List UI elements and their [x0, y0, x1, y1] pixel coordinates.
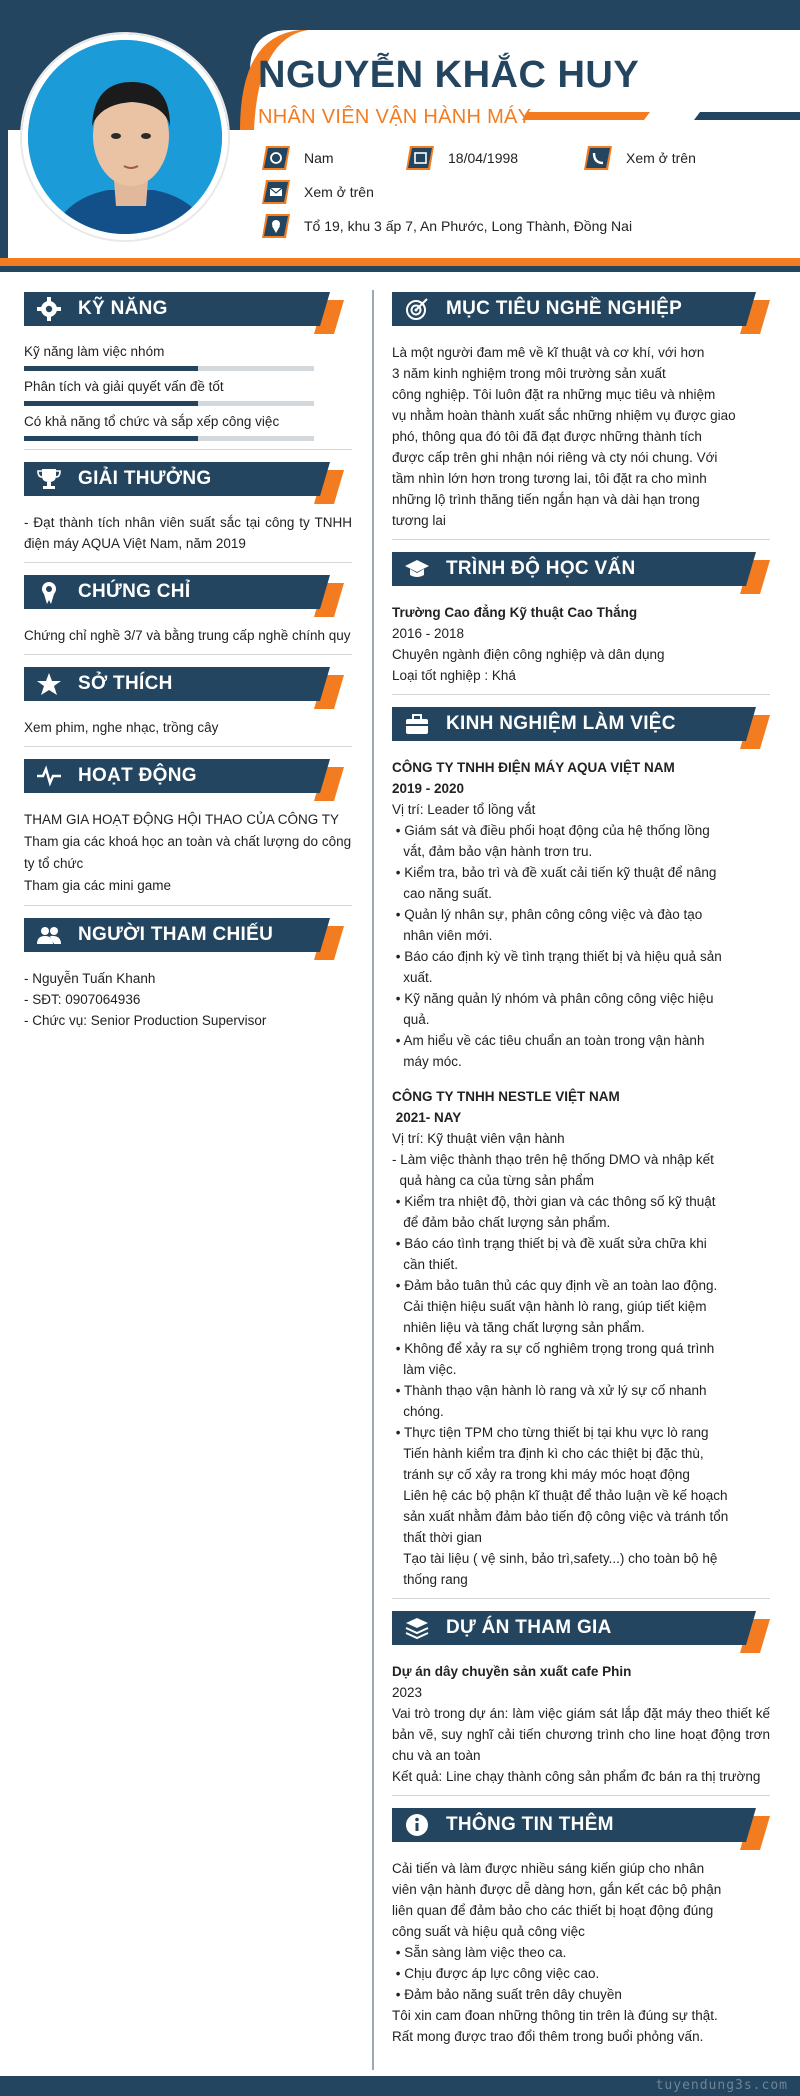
school-name: Trường Cao đẳng Kỹ thuật Cao Thắng	[392, 605, 638, 620]
reference-line: - Nguyễn Tuấn Khanh	[24, 971, 156, 986]
section-separator	[392, 1795, 770, 1796]
experience-section	[392, 707, 770, 1599]
graduation-cap-icon	[404, 557, 430, 581]
phone-info	[584, 146, 696, 170]
phone-icon	[584, 146, 612, 170]
section-separator	[392, 539, 770, 540]
section-header	[24, 759, 352, 801]
detail-line: • Đảm bảo tuân thủ các quy định về an toàn lao động.	[392, 1278, 718, 1293]
education-grade: Loại tốt nghiệp : Khá	[392, 668, 516, 683]
activities-title: HOẠT ĐỘNG	[78, 765, 197, 786]
job-title: NHÂN VIÊN VẬN HÀNH MÁY	[258, 106, 532, 128]
section-separator	[24, 905, 352, 906]
education-major: Chuyên ngành điện công nghiệp và dân dụng	[392, 647, 665, 662]
objective-line: công nghiệp. Tôi luôn đặt ra những mục tiêu và nhiệm	[392, 387, 716, 402]
project-name: Dự án dây chuyền sản xuất cafe Phin	[392, 1664, 632, 1679]
objective-title: MỤC TIÊU NGHỀ NGHIỆP	[446, 298, 683, 319]
section-separator	[24, 654, 352, 655]
awards-section	[24, 462, 352, 563]
detail-line: thất thời gian	[392, 1530, 482, 1545]
detail-line: tránh sự cố xảy ra trong khi máy móc hoạt động	[392, 1467, 690, 1482]
avatar	[22, 34, 228, 240]
section-separator	[24, 449, 352, 450]
references-section	[24, 918, 352, 1031]
right-column	[392, 292, 770, 2057]
detail-line: • Thành thạo vận hành lò rang và xử lý sự cố nhanh	[392, 1383, 707, 1398]
detail-line: Vị trí: Kỹ thuật viên vận hành	[392, 1131, 565, 1146]
hobbies-title: SỞ THÍCH	[78, 673, 173, 694]
skill-item	[24, 412, 352, 441]
skill-label: Có khả năng tổ chức và sắp xếp công việc	[24, 414, 280, 429]
detail-line: vắt, đảm bảo vận hành trơn tru.	[392, 844, 593, 859]
education-title: TRÌNH ĐỘ HỌC VẤN	[446, 558, 636, 579]
reference-line: - Chức vụ: Senior Production Supervisor	[24, 1013, 267, 1028]
detail-line: sản xuất nhằm đảm bảo tiến độ công việc và tránh tổn	[392, 1509, 729, 1524]
objective-line: vụ nhằm hoàn thành xuất sắc những nhiệm vụ được giao	[392, 408, 736, 423]
objective-line: tương lai	[392, 513, 446, 528]
detail-line: • Không để xảy ra sự cố nghiêm trọng trong quá trình	[392, 1341, 715, 1356]
skill-bar	[24, 436, 314, 441]
section-header	[392, 292, 770, 334]
column-divider	[372, 290, 374, 2070]
reference-line: - SĐT: 0907064936	[24, 992, 141, 1007]
section-separator	[24, 746, 352, 747]
project-result: Kết quả: Line chạy thành công sản phẩm đc bán ra thị trường	[392, 1769, 761, 1784]
detail-line: máy móc.	[392, 1054, 462, 1069]
hobbies-text: Xem phim, nghe nhạc, trồng cây	[24, 720, 219, 735]
job-details	[392, 1128, 770, 1590]
watermark: tuyendung3s.com	[655, 2078, 788, 2093]
envelope-icon	[262, 180, 290, 204]
detail-line: để đảm bảo chất lượng sản phẩm.	[392, 1215, 611, 1230]
detail-line: chóng.	[392, 1404, 444, 1419]
detail-line: xuất.	[392, 970, 433, 985]
detail-line: • Am hiểu về các tiêu chuẩn an toàn trong vận hành	[392, 1033, 705, 1048]
job-details	[392, 799, 770, 1072]
layers-icon	[404, 1616, 430, 1640]
gender-info	[262, 146, 334, 170]
activities-line: THAM GIA HOẠT ĐỘNG HỘI THAO CỦA CÔNG TY	[24, 812, 340, 827]
skill-bar-fill	[24, 436, 198, 441]
detail-line: • Đảm bảo năng suất trên dây chuyền	[392, 1987, 622, 2002]
section-header	[392, 707, 770, 749]
objective-line: Là một người đam mê về kĩ thuật và cơ khí, với hơn	[392, 345, 705, 360]
company-name: CÔNG TY TNHH NESTLE VIỆT NAM	[392, 1089, 620, 1104]
projects-section	[392, 1611, 770, 1796]
trophy-icon	[36, 467, 62, 491]
section-header	[392, 1611, 770, 1653]
detail-line: thống rang	[392, 1572, 468, 1587]
detail-line: Vị trí: Leader tổ lồng vắt	[392, 802, 536, 817]
hobbies-section	[24, 667, 352, 747]
objective-line: tầm nhìn lớn hơn trong tương lai, tôi đặt ra cho mình	[392, 471, 707, 486]
awards-text: - Đạt thành tích nhân viên suất sắc tại công ty TNHH điện máy AQUA Việt Nam, năm 2019	[24, 515, 352, 551]
section-header	[24, 462, 352, 504]
objective-section	[392, 292, 770, 540]
detail-line: • Kiểm tra, bảo trì và đề xuất cải tiến kỹ thuật để nâng	[392, 865, 717, 880]
detail-line: Cải tiến và làm được nhiều sáng kiến giúp cho nhân	[392, 1861, 705, 1876]
detail-line: • Sẵn sàng làm việc theo ca.	[392, 1945, 567, 1960]
company-name: CÔNG TY TNHH ĐIỆN MÁY AQUA VIỆT NAM	[392, 760, 675, 775]
detail-line: • Chịu được áp lực công việc cao.	[392, 1966, 600, 1981]
objective-line: phó, thông qua đó tôi đã đạt được những thành tích	[392, 429, 702, 444]
gender-value: Nam	[304, 150, 334, 166]
detail-line: Tiến hành kiểm tra định kì cho các thiệt bị đặc thù,	[392, 1446, 704, 1461]
id-card-icon	[406, 146, 434, 170]
info-icon	[404, 1813, 430, 1837]
star-icon	[36, 672, 62, 696]
project-year: 2023	[392, 1685, 423, 1700]
header	[0, 0, 800, 270]
certificates-text: Chứng chỉ nghề 3/7 và bằng trung cấp nghề chính quy	[24, 628, 351, 643]
section-header	[24, 575, 352, 617]
objective-text	[392, 342, 770, 531]
job-entry	[392, 1086, 770, 1590]
detail-line: Cải thiện hiệu suất vận hành lò rang, giúp tiết kiệm	[392, 1299, 707, 1314]
detail-line: cao năng suất.	[392, 886, 492, 901]
email-value: Xem ở trên	[304, 184, 374, 200]
certificates-section	[24, 575, 352, 655]
skills-title: KỸ NĂNG	[78, 298, 168, 319]
detail-line: Tạo tài liệu ( vệ sinh, bảo trì,safety...) cho toàn bộ hệ	[392, 1551, 718, 1566]
job-entry	[392, 757, 770, 1072]
detail-line: quả hàng ca của từng sản phẩm	[392, 1173, 594, 1188]
phone-value: Xem ở trên	[626, 150, 696, 166]
detail-line: nhân viên mới.	[392, 928, 493, 943]
section-header	[24, 292, 352, 334]
detail-line: • Giám sát và điều phối hoạt động của hệ thống lồng	[392, 823, 710, 838]
skills-section	[24, 292, 352, 450]
address-info	[262, 214, 632, 238]
more-info-section	[392, 1808, 770, 2047]
project-role: Vai trò trong dự án: làm việc giám sát lắp đặt máy theo thiết kế bản vẽ, suy nghĩ cải tiến chương trình cho line hoạt động trơn chu và an toàn	[392, 1706, 770, 1763]
gender-icon	[262, 146, 290, 170]
more-info-text	[392, 1858, 770, 2047]
skill-label: Phân tích và giải quyết vấn đề tốt	[24, 379, 224, 394]
detail-line: viên vận hành được dễ dàng hơn, gắn kết các bộ phận	[392, 1882, 722, 1897]
header-orange-band	[0, 258, 800, 266]
skill-item	[24, 342, 352, 371]
detail-line: liên quan để đảm bảo cho các thiết bị hoạt động đúng	[392, 1903, 714, 1918]
section-header	[24, 918, 352, 960]
detail-line: • Báo cáo tình trạng thiết bị và đề xuất sửa chữa khi	[392, 1236, 707, 1251]
objective-line: những lộ trình thăng tiến ngắn hạn và dài hạn trong	[392, 492, 700, 507]
detail-line: Liên hệ các bộ phận kĩ thuật để thảo luận về kế hoạch	[392, 1488, 728, 1503]
map-pin-icon	[262, 214, 290, 238]
detail-line: • Quản lý nhân sự, phân công công việc và đào tạo	[392, 907, 703, 922]
section-separator	[24, 562, 352, 563]
more-info-title: THÔNG TIN THÊM	[446, 1814, 614, 1835]
birthday-info	[406, 146, 518, 170]
detail-line: cần thiết.	[392, 1257, 459, 1272]
certificates-title: CHỨNG CHỈ	[78, 581, 191, 602]
detail-line: - Làm việc thành thạo trên hệ thống DMO và nhập kết	[392, 1152, 714, 1167]
email-info	[262, 180, 374, 204]
experience-title: KINH NGHIỆM LÀM VIỆC	[446, 713, 676, 734]
briefcase-icon	[404, 712, 430, 736]
activities-section	[24, 759, 352, 906]
skill-bar	[24, 401, 314, 406]
education-section	[392, 552, 770, 695]
birthday-value: 18/04/1998	[448, 150, 519, 166]
skill-label: Kỹ năng làm việc nhóm	[24, 344, 165, 359]
detail-line: Rất mong được trao đổi thêm trong buổi phỏng vấn.	[392, 2029, 704, 2044]
detail-line: • Kiểm tra nhiệt độ, thời gian và các thông số kỹ thuật	[392, 1194, 716, 1209]
job-period: 2021- NAY	[392, 1110, 462, 1125]
detail-line: quả.	[392, 1012, 430, 1027]
left-column	[24, 292, 352, 1041]
skill-item	[24, 377, 352, 406]
pulse-icon	[36, 764, 62, 788]
detail-line: nhiên liệu và tăng chất lượng sản phẩm.	[392, 1320, 645, 1335]
section-header	[24, 667, 352, 709]
skill-bar-fill	[24, 366, 198, 371]
detail-line: công suất và hiệu quả công việc	[392, 1924, 585, 1939]
projects-title: DỰ ÁN THAM GIA	[446, 1617, 612, 1638]
section-header	[392, 552, 770, 594]
skill-bar-fill	[24, 401, 198, 406]
candidate-name: NGUYỄN KHẮC HUY	[258, 54, 640, 96]
medal-icon	[36, 580, 62, 604]
activities-line: Tham gia các khoá học an toàn và chất lượng do công ty tổ chức	[24, 834, 352, 871]
detail-line: • Kỹ năng quản lý nhóm và phân công công việc hiệu	[392, 991, 714, 1006]
section-separator	[392, 1598, 770, 1599]
detail-line: • Báo cáo định kỳ về tình trạng thiết bị và hiệu quả sản	[392, 949, 722, 964]
activities-line: Tham gia các mini game	[24, 878, 172, 893]
job-period: 2019 - 2020	[392, 781, 465, 796]
references-title: NGƯỜI THAM CHIẾU	[78, 924, 274, 945]
address-value: Tổ 19, khu 3 ấp 7, An Phước, Long Thành, Đồng Nai	[304, 218, 633, 234]
detail-line: Tôi xin cam đoan những thông tin trên là đúng sự thật.	[392, 2008, 718, 2023]
awards-title: GIẢI THƯỞNG	[78, 468, 212, 489]
section-separator	[392, 694, 770, 695]
objective-line: được cấp trên ghi nhận nói riêng và cty nói chung. Với	[392, 450, 718, 465]
skill-bar	[24, 366, 314, 371]
target-icon	[404, 297, 430, 321]
users-icon	[36, 923, 62, 947]
header-navy-band	[0, 266, 800, 272]
detail-line: • Thực tiện TPM cho từng thiết bị tại khu vực lò rang	[392, 1425, 709, 1440]
detail-line: làm việc.	[392, 1362, 457, 1377]
gear-icon	[36, 297, 62, 321]
section-header	[392, 1808, 770, 1850]
objective-line: 3 năm kinh nghiệm trong môi trường sản xuất	[392, 366, 666, 381]
education-years: 2016 - 2018	[392, 626, 465, 641]
